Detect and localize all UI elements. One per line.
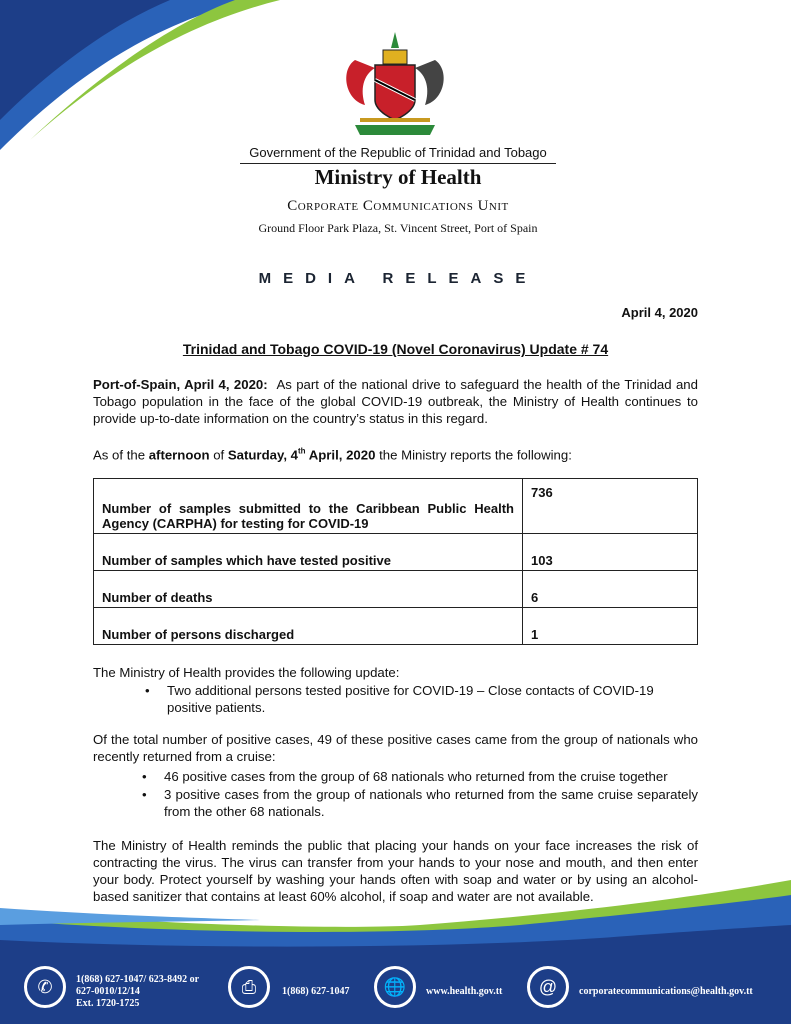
media-release-label: MEDIA RELEASE xyxy=(258,270,538,287)
globe-icon: 🌐 xyxy=(374,966,416,1008)
as-of-bold-1: afternoon xyxy=(148,447,210,463)
footer-email[interactable]: corporatecommunications@health.gov.tt xyxy=(579,986,753,997)
stat-value: 6 xyxy=(523,571,698,608)
coat-of-arms-logo xyxy=(335,30,455,140)
footer-web[interactable]: www.health.gov.tt xyxy=(426,986,503,997)
stat-label: Number of samples which have tested positive xyxy=(94,534,523,571)
stat-value: 1 xyxy=(523,608,698,645)
as-of-text-3: the Ministry reports the following: xyxy=(375,447,572,463)
bullet-text: Two additional persons tested positive for COVID-19 – Close contacts of COVID-19 positive patients. xyxy=(167,683,654,715)
as-of-bold-2: Saturday, 4 xyxy=(227,447,298,463)
table-row xyxy=(94,608,698,645)
as-of-sup: th xyxy=(297,447,306,456)
stat-value: 736 xyxy=(523,479,698,534)
reminder-paragraph: The Ministry of Health reminds the public that placing your hands on your face increases the risk of contracting the virus. The virus can transfer from your hands to your nose and mouth, and then enter your body. Protect yourself by washing your hands often with soap and water or by using an alcohol-based sanitizer that contains at least 60% alcohol, if soap and water are not available. xyxy=(93,838,698,904)
phone-line-3: Ext. 1720-1725 xyxy=(76,998,140,1009)
table-row xyxy=(94,571,698,608)
bullet-text: 46 positive cases from the group of 68 nationals who returned from the cruise together xyxy=(164,769,668,784)
release-date: April 4, 2020 xyxy=(621,305,698,320)
stat-label: Number of deaths xyxy=(94,571,523,608)
intro-lead: Port-of-Spain, April 4, 2020: xyxy=(93,377,268,392)
cruise-intro: Of the total number of positive cases, 49 of these positive cases came from the group of nationals who recently returned from a cruise: xyxy=(93,732,698,764)
release-title: Trinidad and Tobago COVID-19 (Novel Coronavirus) Update # 74 xyxy=(182,341,609,357)
as-of-line xyxy=(93,443,698,463)
stats-table xyxy=(93,478,698,645)
stat-label: Number of samples submitted to the Caribbean Public Health Agency (CARPHA) for testing for COVID-19 xyxy=(94,479,523,534)
at-icon: @ xyxy=(527,966,569,1008)
government-line: Government of the Republic of Trinidad and Tobago xyxy=(240,145,556,164)
ministry-name: Ministry of Health xyxy=(314,165,482,189)
table-row xyxy=(94,479,698,534)
phone-line-1: 1(868) 627-1047/ 623-8492 or xyxy=(76,974,200,985)
list-item xyxy=(142,768,698,785)
bullet-icon: • xyxy=(145,683,150,698)
bullet-icon: • xyxy=(142,787,147,802)
as-of-text-2: of xyxy=(209,447,228,463)
intro-paragraph xyxy=(93,376,698,427)
footer-phone xyxy=(76,974,199,1010)
list-item xyxy=(145,682,698,716)
phone-icon: ✆ xyxy=(24,966,66,1008)
list-item xyxy=(142,786,698,820)
bullet-text: 3 positive cases from the group of nationals who returned from the same cruise separately from the other 68 nationals. xyxy=(164,787,698,819)
stat-label: Number of persons discharged xyxy=(94,608,523,645)
unit-name: Corporate Communications Unit xyxy=(287,198,509,214)
bullet-icon: • xyxy=(142,769,147,784)
footer-fax: 1(868) 627-1047 xyxy=(282,986,350,997)
as-of-text-1: As of the xyxy=(93,447,149,463)
table-row xyxy=(94,534,698,571)
fax-icon: ⎙ xyxy=(228,966,270,1008)
as-of-bold-3: April, 2020 xyxy=(305,447,376,463)
address: Ground Floor Park Plaza, St. Vincent Street, Port of Spain xyxy=(258,221,538,235)
phone-line-2: 627-0010/12/14 xyxy=(76,986,140,997)
intro-text: As part of the national drive to safeguard the health of the Trinidad and Tobago population in the face of the global COVID-19 outbreak, the Ministry of Health continues to provide up-to-date information on the country’s status in this regard. xyxy=(93,377,698,426)
update-intro: The Ministry of Health provides the following update: xyxy=(93,665,400,680)
stat-value: 103 xyxy=(523,534,698,571)
